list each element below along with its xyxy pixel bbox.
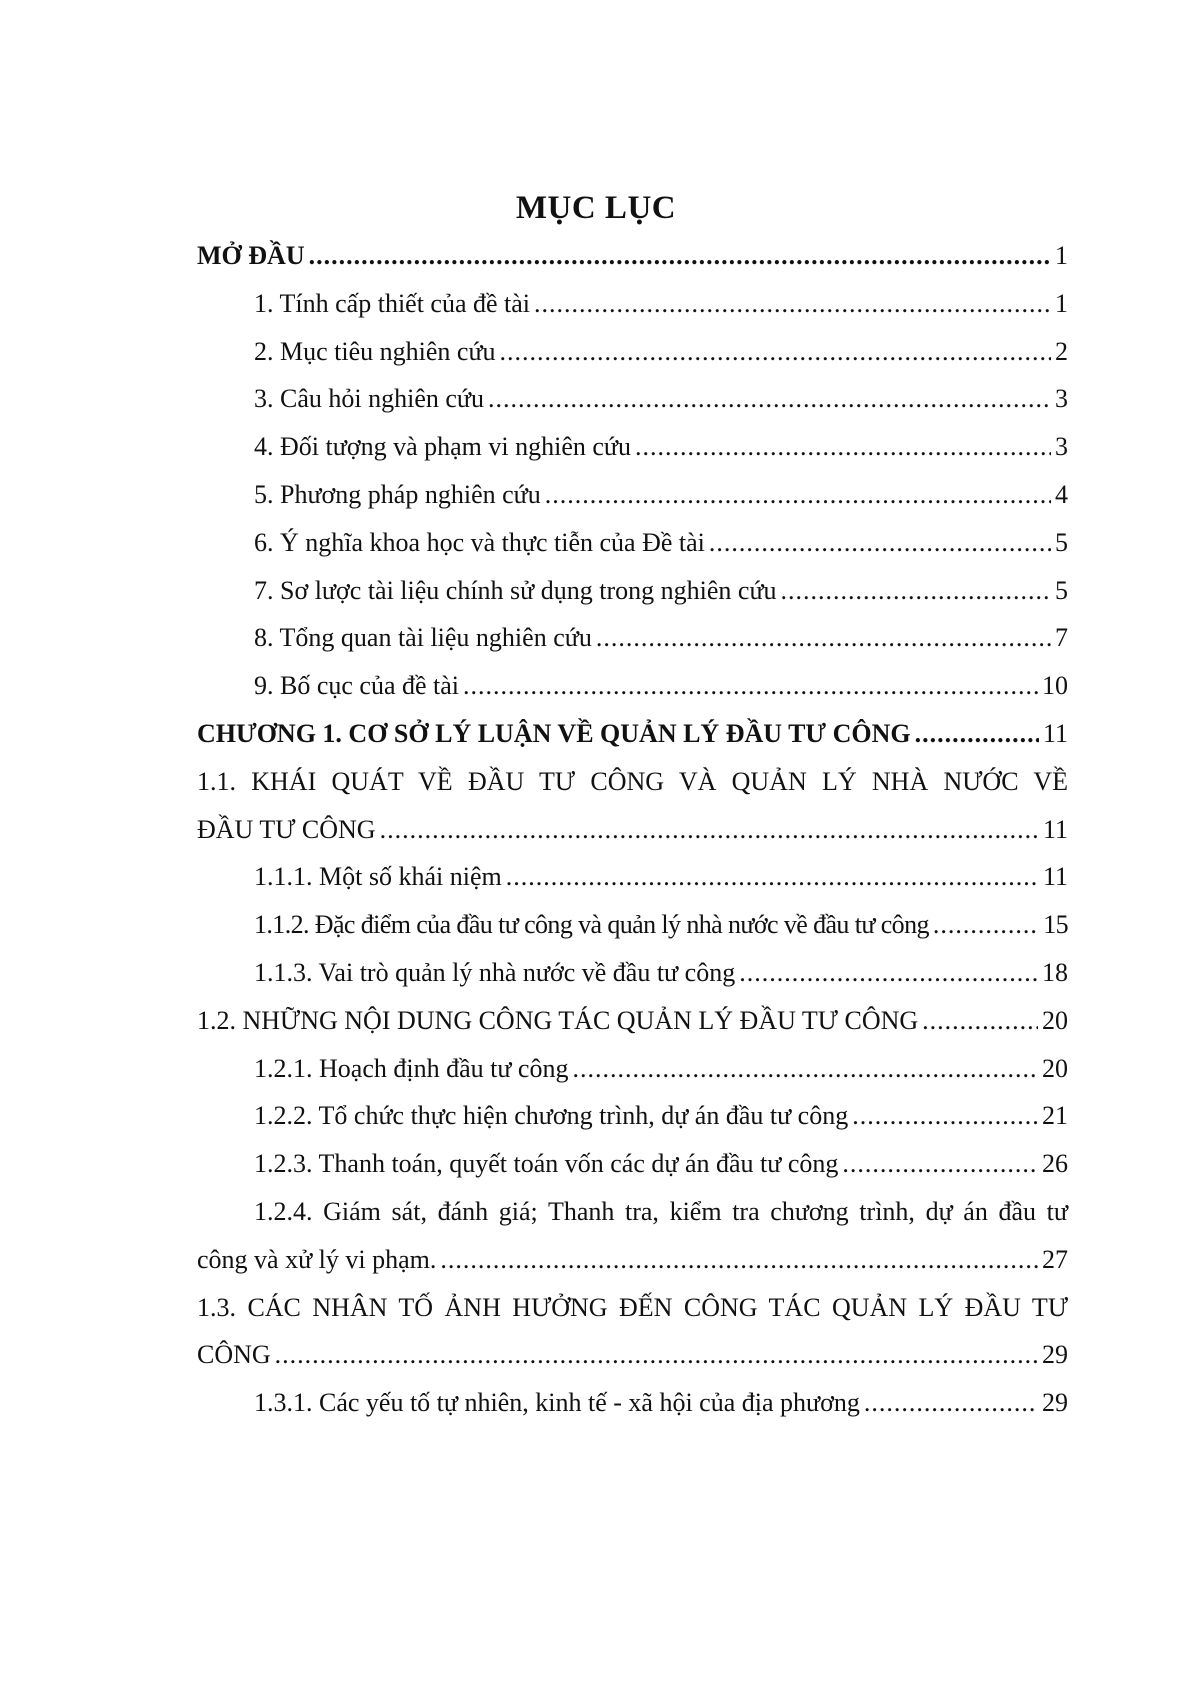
toc-page-number: 20: [1042, 1053, 1068, 1083]
dot-leader: [380, 806, 1039, 854]
toc-entry-text: 1.2. NHỮNG NỘI DUNG CÔNG TÁC QUẢN LÝ ĐẦU TƯ CÔNG: [197, 1005, 919, 1035]
toc-entry-text: 1.2.2. Tổ chức thực hiện chương trình, dự án đầu tư công: [254, 1101, 849, 1131]
dot-leader: [463, 662, 1038, 710]
toc-entry-text-line2: CÔNG: [197, 1340, 271, 1370]
dot-leader: [506, 853, 1039, 901]
page-title: MỤC LỤC: [515, 190, 677, 226]
toc-entry-text: 4. Đối tượng và phạm vi nghiên cứu: [254, 432, 631, 462]
toc-entry-text: 1.2.3. Thanh toán, quyết toán vốn các dự án đầu tư công: [254, 1149, 839, 1179]
toc-page-number: 1: [1055, 288, 1068, 318]
dot-leader: [864, 1379, 1038, 1427]
toc-entry-text: 5. Phương pháp nghiên cứu: [254, 479, 541, 509]
toc-entry-3[interactable]: [197, 375, 1068, 423]
toc-page-number: 10: [1042, 671, 1068, 701]
toc-page-number: 3: [1055, 432, 1068, 462]
dot-leader: [915, 710, 1039, 758]
toc-entry-text: 1. Tính cấp thiết của đề tài: [254, 288, 531, 318]
toc-entry-mo-dau[interactable]: [197, 232, 1068, 280]
toc-entry-1-2-3[interactable]: [197, 1140, 1068, 1188]
toc-entry-1-1[interactable]: [197, 758, 1068, 854]
toc-entry-1-3-1[interactable]: [197, 1379, 1068, 1427]
toc-page-number: 21: [1042, 1101, 1068, 1131]
toc-entry-1-2[interactable]: [197, 997, 1068, 1045]
dot-leader: [534, 280, 1051, 328]
dot-leader: [545, 471, 1051, 519]
toc-page-number: 7: [1055, 623, 1068, 653]
toc-entry-text: 8. Tổng quan tài liệu nghiên cứu: [254, 623, 592, 653]
toc-page-number: 2: [1055, 336, 1068, 366]
dot-leader: [275, 1331, 1038, 1379]
toc-entry-5[interactable]: [197, 471, 1068, 519]
toc-entry-text: 3. Câu hỏi nghiên cứu: [254, 384, 485, 414]
toc-entry-text: MỞ ĐẦU: [197, 241, 305, 270]
dot-leader: [500, 328, 1051, 376]
toc-entry-4[interactable]: [197, 423, 1068, 471]
toc-page-number: 18: [1042, 957, 1068, 987]
toc-entry-text: 6. Ý nghĩa khoa học và thực tiễn của Đề tài: [254, 527, 705, 557]
toc-entry-1-1-2[interactable]: [197, 901, 1068, 949]
toc-entry-7[interactable]: [197, 567, 1068, 615]
toc-entry-1-2-1[interactable]: [197, 1045, 1068, 1093]
toc-entry-chapter-1[interactable]: [197, 710, 1068, 758]
toc-page-number: 5: [1055, 527, 1068, 557]
toc-entry-1[interactable]: [197, 280, 1068, 328]
dot-leader: [309, 232, 1051, 280]
toc-page-number: 29: [1042, 1388, 1068, 1418]
toc-entry-2[interactable]: [197, 328, 1068, 376]
toc-entry-6[interactable]: [197, 519, 1068, 567]
toc-entry-text-line1: 1.1. KHÁI QUÁT VỀ ĐẦU TƯ CÔNG VÀ QUẢN LÝ NHÀ NƯỚC VỀ: [197, 766, 1068, 796]
toc-page-number: 15: [1043, 910, 1068, 940]
toc-page-number: 1: [1055, 241, 1068, 270]
dot-leader: [781, 567, 1051, 615]
toc-entry-text: 7. Sơ lược tài liệu chính sử dụng trong nghiên cứu: [254, 575, 777, 605]
toc-entry-9[interactable]: [197, 662, 1068, 710]
dot-leader: [440, 1236, 1038, 1284]
toc-entry-text: 9. Bố cục của đề tài: [254, 671, 460, 701]
toc-page-number: 29: [1042, 1340, 1068, 1370]
toc-entry-text: 1.1.3. Vai trò quản lý nhà nước về đầu tư công: [254, 957, 736, 987]
toc-entry-text: 1.3.1. Các yếu tố tự nhiên, kinh tế - xã hội của địa phương: [254, 1388, 860, 1418]
toc-page-number: 27: [1042, 1244, 1068, 1274]
toc-entry-1-1-3[interactable]: [197, 949, 1068, 997]
toc-page-number: 5: [1055, 575, 1068, 605]
dot-leader: [635, 423, 1051, 471]
toc-entry-text: 1.1.2. Đặc điểm của đầu tư công và quản lý nhà nước về đầu tư công: [254, 910, 929, 940]
dot-leader: [739, 949, 1038, 997]
table-of-contents: [197, 232, 1068, 1427]
toc-entry-8[interactable]: [197, 614, 1068, 662]
dot-leader: [922, 997, 1038, 1045]
dot-leader: [572, 1045, 1038, 1093]
toc-entry-text: 2. Mục tiêu nghiên cứu: [254, 336, 496, 366]
toc-page-number: 4: [1055, 479, 1068, 509]
dot-leader: [596, 614, 1051, 662]
toc-entry-1-3[interactable]: [197, 1284, 1068, 1380]
toc-entry-text-line1: 1.2.4. Giám sát, đánh giá; Thanh tra, kiểm tra chương trình, dự án đầu tư: [254, 1196, 1068, 1226]
dot-leader: [709, 519, 1051, 567]
toc-entry-text-line2: công và xử lý vi phạm.: [197, 1244, 437, 1274]
toc-entry-text: 1.2.1. Hoạch định đầu tư công: [254, 1053, 569, 1083]
toc-page-number: 11: [1042, 814, 1068, 844]
toc-page-number: 26: [1042, 1149, 1068, 1179]
toc-page-number: 11: [1042, 862, 1068, 892]
toc-entry-text: CHƯƠNG 1. CƠ SỞ LÝ LUẬN VỀ QUẢN LÝ ĐẦU TƯ CÔNG: [197, 718, 911, 748]
dot-leader: [933, 901, 1039, 949]
toc-page-number: 3: [1055, 384, 1068, 414]
toc-entry-text-line1: 1.3. CÁC NHÂN TỐ ẢNH HƯỞNG ĐẾN CÔNG TÁC QUẢN LÝ ĐẦU TƯ: [197, 1292, 1068, 1322]
toc-entry-text: 1.1.1. Một số khái niệm: [254, 862, 502, 892]
dot-leader: [842, 1140, 1038, 1188]
toc-page-number: 20: [1042, 1005, 1068, 1035]
toc-entry-1-1-1[interactable]: [197, 853, 1068, 901]
dot-leader: [852, 1092, 1038, 1140]
toc-entry-1-2-2[interactable]: [197, 1092, 1068, 1140]
toc-entry-1-2-4[interactable]: [197, 1188, 1068, 1284]
toc-entry-text-line2: ĐẦU TƯ CÔNG: [197, 814, 376, 844]
toc-page-number: 11: [1042, 718, 1068, 748]
dot-leader: [488, 375, 1051, 423]
